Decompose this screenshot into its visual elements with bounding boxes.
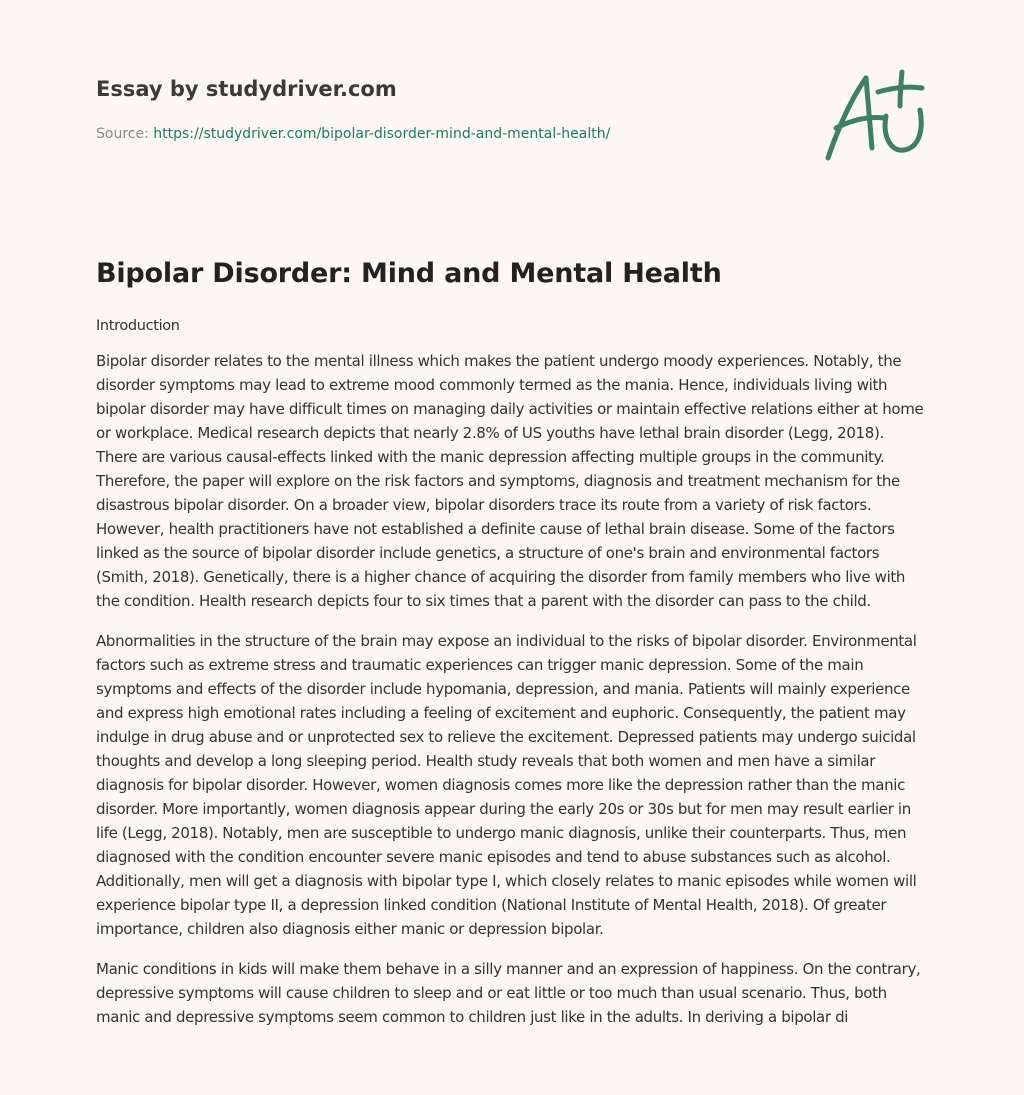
a-plus-logo-icon bbox=[822, 66, 932, 166]
site-title: Essay by studydriver.com bbox=[96, 77, 397, 101]
source-link[interactable]: https://studydriver.com/bipolar-disorder-mind-and-mental-health/ bbox=[153, 126, 611, 142]
section-heading: Introduction bbox=[96, 318, 180, 334]
paragraph: Abnormalities in the structure of the brain may expose an individual to the risks of bipolar disorder. Environmental factors such as extreme stress and traumatic experiences can trigger manic depression. Some of the main symptoms and effects of the disorder include hypomania, depression, and mania. Patients will mainly experience and express high emotional rates including a feeling of excitement and euphoric. Consequently, the patient may indulge in drug abuse and or unprotected sex to relieve the excitement. Depressed patients may undergo suicidal thoughts and develop a long sleeping period. Health study reveals that both women and men have a similar diagnosis for bipolar disorder. However, women diagnosis comes more like the depression rather than the manic disorder. More importantly, women diagnosis appear during the early 20s or 30s but for men may result earlier in life (Legg, 2018). Notably, men are susceptible to undergo manic diagnosis, unlike their counterparts. Thus, men diagnosed with the condition encounter severe manic episodes and tend to abuse substances such as alcohol. Additionally, men will get a diagnosis with bipolar type I, which closely relates to manic episodes while women will experience bipolar type II, a depression linked condition (National Institute of Mental Health, 2018). Of greater importance, children also diagnosis either manic or depression bipolar. bbox=[96, 632, 917, 938]
paragraph: Bipolar disorder relates to the mental illness which makes the patient undergo moody experiences. Notably, the disorder symptoms may lead to extreme mood commonly termed as the mania. Hence, individuals living with bipolar disorder may have difficult times on managing daily activities or maintain effective relations either at home or workplace. Medical research depicts that nearly 2.8% of US youths have lethal brain disorder (Legg, 2018). There are various causal-effects linked with the manic depression affecting multiple groups in the community. Therefore, the paper will explore on the risk factors and symptoms, diagnosis and treatment mechanism for the disastrous bipolar disorder. On a broader view, bipolar disorders trace its route from a variety of risk factors. However, health practitioners have not established a definite cause of lethal brain disease. Some of the factors linked as the source of bipolar disorder include genetics, a structure of one's brain and environmental factors (Smith, 2018). Genetically, there is a higher chance of acquiring the disorder from family members who live with the condition. Health research depicts four to six times that a parent with the disorder can pass to the child. bbox=[96, 352, 924, 610]
paragraph: Manic conditions in kids will make them behave in a silly manner and an expression of happiness. On the contrary, depressive symptoms will cause children to sleep and or eat little or too much than usual scenario. Thus, both manic and depressive symptoms seem common to children just like in the adults. In deriving a bipolar di bbox=[96, 960, 921, 1026]
source-line bbox=[96, 124, 816, 144]
essay-title: Bipolar Disorder: Mind and Mental Health bbox=[96, 258, 722, 289]
source-label: Source: bbox=[96, 126, 149, 142]
header bbox=[96, 74, 816, 144]
essay-content bbox=[96, 316, 928, 1045]
